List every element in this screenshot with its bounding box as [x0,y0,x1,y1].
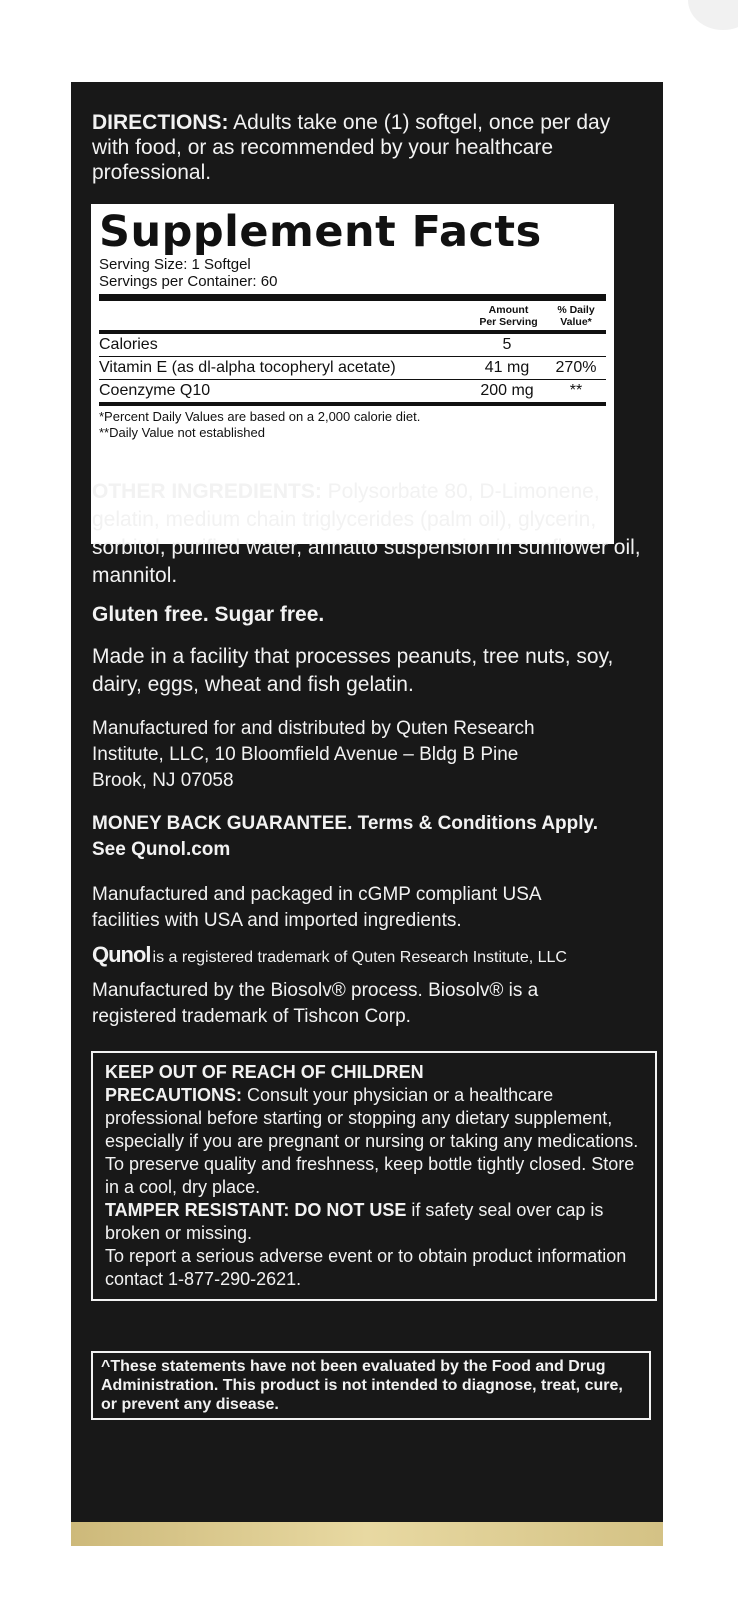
tamper-label: TAMPER RESISTANT: DO NOT USE [105,1200,407,1220]
footnote-not-established: **Daily Value not established [99,425,265,440]
col-amount-1: Amount [488,304,529,316]
supplement-facts-title: Supplement Facts [99,207,542,257]
nutrient-dv: 270% [555,359,597,376]
corner-decoration [688,0,738,30]
servings-per-container: Servings per Container: 60 [99,273,278,290]
trademark-note [92,942,664,971]
directions [92,110,652,185]
serving-size: Serving Size: 1 Softgel [99,256,251,273]
facts-row [99,334,606,357]
nutrient-name: Coenzyme Q10 [99,382,211,399]
footnote-dv: *Percent Daily Values are based on a 2,000 calorie diet. [99,409,421,424]
nutrient-amount: 5 [502,336,512,353]
facts-row [99,380,606,402]
cgmp-note: Manufactured and packaged in cGMP compliant USA facilities with USA and imported ingredients. [92,884,541,931]
facts-row [99,357,606,380]
col-dv-2: Value* [560,316,592,328]
other-ingredients [92,478,652,590]
col-amount-2: Per Serving [479,316,538,328]
gold-band [71,1522,663,1546]
facts-divider-thick [99,294,606,301]
trademark-text: is a registered trademark of Quten Research Institute, LLC [152,949,567,966]
nutrient-amount: 41 mg [484,359,530,376]
precautions [105,1084,643,1199]
precautions-text: Consult your physician or a healthcare professional before starting or stopping any dietary supplement, especially if you are pregnant or nursing or taking any medications. To preserve quality and freshness, keep bottle tightly closed. Store in a cool, dry place. [105,1085,639,1197]
other-ingredients-label: OTHER INGREDIENTS: [92,480,322,503]
nutrient-amount: 200 mg [480,382,534,399]
nutrient-name: Calories [99,336,158,353]
nutrient-dv: ** [569,382,583,399]
qunol-logo: Qunol [92,942,151,967]
tamper-text: if safety seal over cap is broken or missing. [105,1200,604,1243]
tamper-resistant [105,1199,643,1245]
nutrient-dv [546,334,606,356]
label-panel [71,82,663,1542]
directions-label: DIRECTIONS: [92,111,229,134]
directions-text: Adults take one (1) softgel, once per day with food, or as recommended by your healthcare professional. [92,111,611,184]
fda-statement: ^These statements have not been evaluated by the Food and Drug Administration. This product is not intended to diagnose, treat, cure, or prevent any disease. [91,1351,651,1420]
keep-out-of-reach: KEEP OUT OF REACH OF CHILDREN [105,1062,424,1082]
biosolv-note: Manufactured by the Biosolv® process. Biosolv® is a registered trademark of Tishcon Corp. [92,980,539,1027]
nutrient-name: Vitamin E (as dl-alpha tocopheryl acetate) [99,359,396,376]
adverse-event-report: To report a serious adverse event or to obtain product information contact 1-877-290-2621. [105,1246,627,1289]
col-dv-1: % Daily [557,304,595,316]
facts-footnote [99,406,606,441]
allergen-note: Made in a facility that processes peanuts, tree nuts, soy, dairy, eggs, wheat and fish gelatin. [92,645,614,696]
money-back-guarantee: MONEY BACK GUARANTEE. Terms & Conditions Apply. See Qunol.com [92,813,598,860]
warning-box [91,1051,657,1301]
precautions-label: PRECAUTIONS: [105,1085,243,1105]
manufacturer-info: Manufactured for and distributed by Quten Research Institute, LLC, 10 Bloomfield Avenue – Bldg B Pine Brook, NJ 07058 [92,718,535,791]
facts-header [99,301,606,330]
gluten-free-note: Gluten free. Sugar free. [92,603,325,626]
other-ingredients-text: Polysorbate 80, D-Limonene, gelatin, medium chain triglycerides (palm oil), glycerin, sorbitol, purified water, annatto suspension in sunflower oil, mannitol. [92,480,641,587]
